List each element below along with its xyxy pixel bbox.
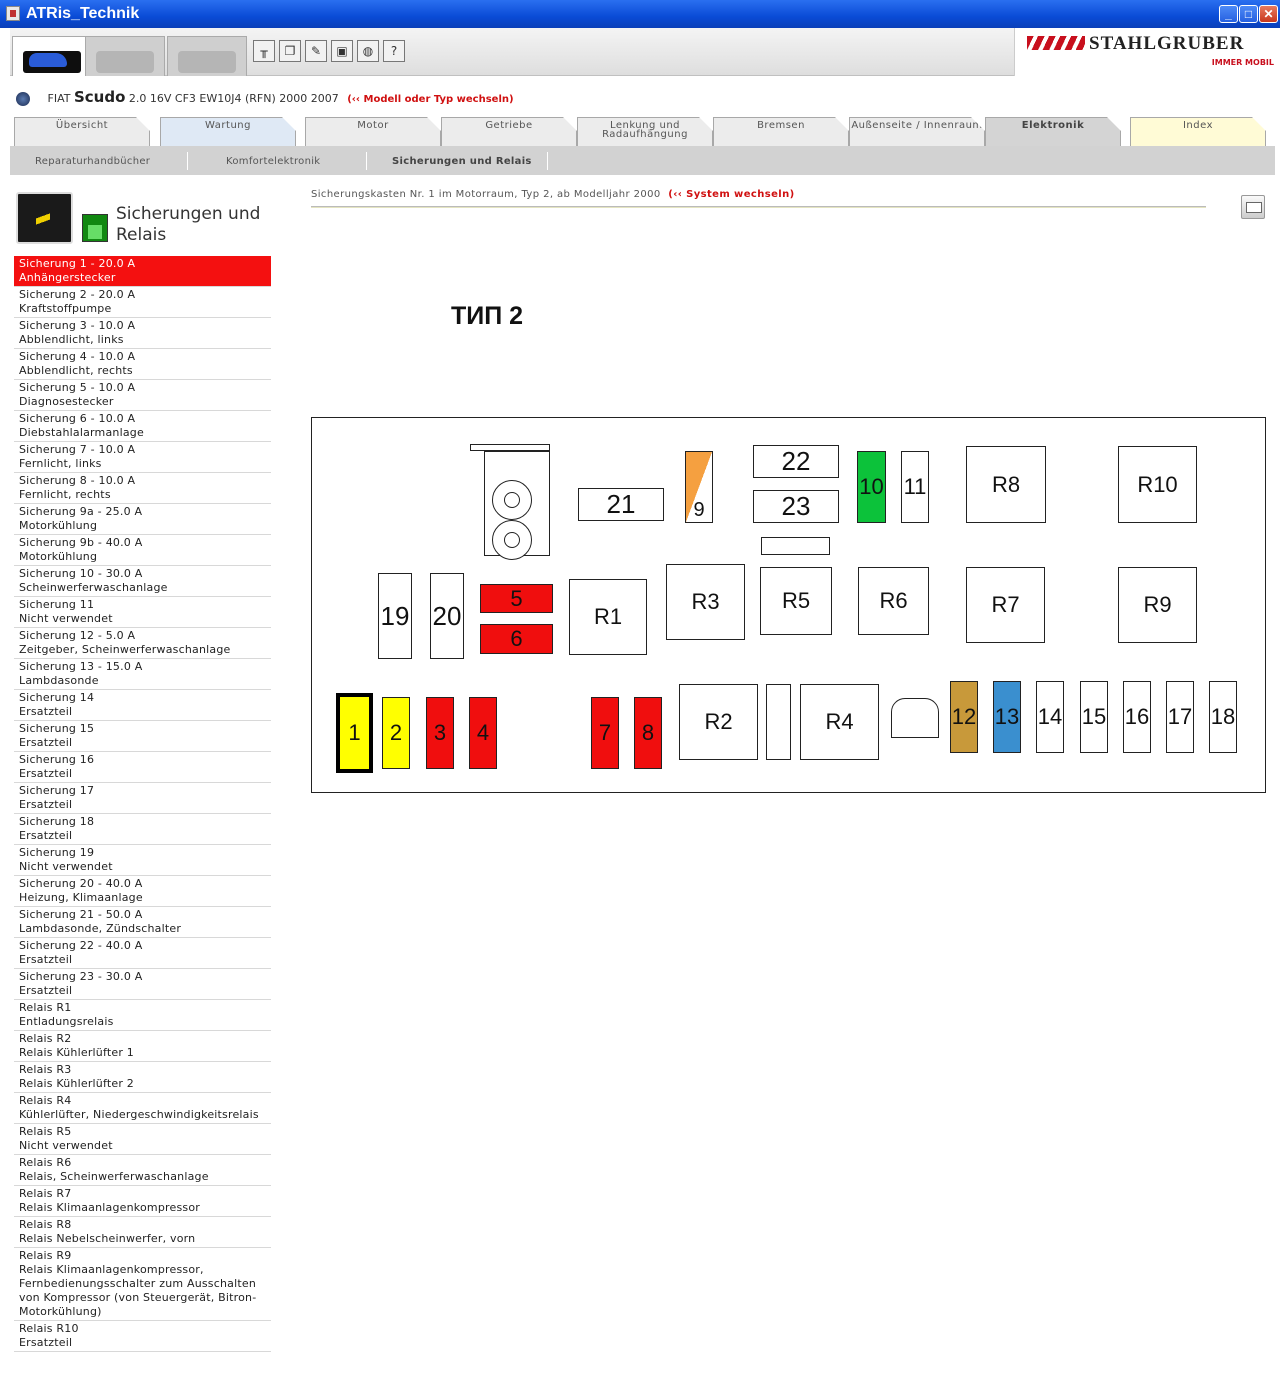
list-item[interactable] [14, 1062, 271, 1093]
subnav-repair-manuals[interactable]: Reparaturhandbücher [35, 156, 151, 167]
list-item-title: Sicherung 18 [19, 815, 95, 828]
list-item-title: Sicherung 9a - 25.0 A [19, 505, 143, 518]
list-item[interactable] [14, 1093, 271, 1124]
list-item-description: Ersatzteil [19, 736, 73, 749]
fuse-18[interactable]: 18 [1209, 681, 1237, 753]
list-item-description: Diagnosestecker [19, 395, 114, 408]
section-title: Sicherungen und Relais [116, 204, 261, 245]
fuse-6[interactable]: 6 [480, 624, 553, 654]
list-item[interactable] [14, 318, 271, 349]
list-item[interactable] [14, 1248, 271, 1321]
fuse-5[interactable]: 5 [480, 584, 553, 613]
list-item[interactable] [14, 628, 271, 659]
vehicle-tab-van[interactable] [85, 36, 165, 76]
fuse-8[interactable]: 8 [634, 697, 662, 769]
relay-r9[interactable]: R9 [1118, 567, 1197, 643]
list-item-description: Kraftstoffpumpe [19, 302, 112, 315]
list-item-title: Relais R9 [19, 1249, 72, 1262]
list-item-description: Ersatzteil [19, 705, 73, 718]
list-item-title: Sicherung 6 - 10.0 A [19, 412, 136, 425]
list-item-title: Sicherung 12 - 5.0 A [19, 629, 136, 642]
list-item[interactable] [14, 690, 271, 721]
diode-slot-base [891, 724, 939, 738]
subnav-comfort-electronics[interactable]: Komfortelektronik [226, 156, 321, 167]
list-item[interactable] [14, 752, 271, 783]
list-item[interactable] [14, 1000, 271, 1031]
list-item-description: Nicht verwendet [19, 860, 113, 873]
list-item-description: Ersatzteil [19, 953, 73, 966]
list-item-title: Sicherung 1 - 20.0 A [19, 257, 136, 270]
car-icon [23, 51, 81, 73]
list-item-title: Sicherung 14 [19, 691, 95, 704]
change-system-link[interactable]: (‹‹ System wechseln) [668, 189, 795, 200]
list-item[interactable] [14, 721, 271, 752]
truck-icon [178, 51, 236, 73]
connector-pin-icon [492, 480, 532, 520]
list-item[interactable] [14, 380, 271, 411]
fusebox-diagram [311, 417, 1266, 793]
list-item-title: Relais R2 [19, 1032, 72, 1045]
list-item[interactable] [14, 1031, 271, 1062]
relay-r5[interactable]: R5 [760, 567, 832, 635]
fuse-11[interactable]: 11 [901, 451, 929, 523]
electrical-diagram-icon [16, 192, 73, 244]
list-item-title: Relais R3 [19, 1063, 72, 1076]
list-item[interactable] [14, 411, 271, 442]
list-item-description: Ersatzteil [19, 798, 73, 811]
fuse-22[interactable]: 22 [753, 445, 839, 478]
connector-bracket [470, 444, 550, 451]
list-item-description: Entladungsrelais [19, 1015, 114, 1028]
logo-stripes-icon [1027, 36, 1085, 50]
list-item-description: Abblendlicht, rechts [19, 364, 133, 377]
list-item-title: Relais R1 [19, 1001, 72, 1014]
vehicle-info [16, 88, 514, 106]
list-item-title: Relais R5 [19, 1125, 72, 1138]
list-item-description: Nicht verwendet [19, 1139, 113, 1152]
list-item-title: Sicherung 2 - 20.0 A [19, 288, 136, 301]
fiat-logo-icon [16, 92, 30, 106]
list-item-description: Fernlicht, rechts [19, 488, 111, 501]
fuse-4[interactable]: 4 [469, 697, 497, 769]
sub-navigation [10, 146, 1275, 175]
list-item[interactable] [14, 907, 271, 938]
list-item[interactable] [14, 1186, 271, 1217]
list-item-description: Heizung, Klimaanlage [19, 891, 143, 904]
list-item-title: Sicherung 20 - 40.0 A [19, 877, 143, 890]
fusebox-info [311, 189, 795, 200]
vehicle-make: FIAT [47, 92, 71, 105]
close-button[interactable]: ✕ [1259, 5, 1278, 23]
relay-r2[interactable]: R2 [679, 684, 758, 760]
list-item-description: Kühlerlüfter, Niedergeschwindigkeitsrelais [19, 1108, 259, 1121]
list-item[interactable] [14, 1321, 271, 1352]
relay-r8[interactable]: R8 [966, 446, 1046, 523]
subnav-divider [547, 152, 548, 170]
tab-overview[interactable]: Übersicht [14, 117, 150, 146]
subnav-divider [187, 152, 188, 170]
list-item-title: Sicherung 22 - 40.0 A [19, 939, 143, 952]
list-item-description: Relais Kühlerlüfter 2 [19, 1077, 134, 1090]
list-item-title: Sicherung 23 - 30.0 A [19, 970, 143, 983]
tab-brakes[interactable]: Bremsen [713, 117, 849, 146]
list-item-title: Relais R6 [19, 1156, 72, 1169]
section-header [16, 192, 276, 252]
empty-slot [761, 537, 830, 555]
list-item-title: Sicherung 9b - 40.0 A [19, 536, 143, 549]
fuse-10[interactable]: 10 [857, 451, 886, 523]
tools-icon[interactable]: ╥ [253, 40, 275, 62]
list-item[interactable] [14, 597, 271, 628]
tab-transmission[interactable]: Getriebe [441, 117, 577, 146]
fuse-12[interactable]: 12 [950, 681, 978, 753]
list-item-description: Ersatzteil [19, 829, 73, 842]
list-item[interactable] [14, 814, 271, 845]
fuse-21[interactable]: 21 [578, 488, 664, 521]
list-item[interactable] [14, 566, 271, 597]
list-item-title: Sicherung 19 [19, 846, 95, 859]
list-item[interactable] [14, 659, 271, 690]
fuse-16[interactable]: 16 [1123, 681, 1151, 753]
list-item-description: Ersatzteil [19, 1336, 73, 1349]
relay-r10[interactable]: R10 [1118, 446, 1197, 523]
list-item-title: Sicherung 5 - 10.0 A [19, 381, 136, 394]
list-item[interactable] [14, 783, 271, 814]
list-item-description: Scheinwerferwaschanlage [19, 581, 168, 594]
fuse-13[interactable]: 13 [993, 681, 1021, 753]
list-item-title: Sicherung 17 [19, 784, 95, 797]
list-item-title: Sicherung 8 - 10.0 A [19, 474, 136, 487]
info-divider [311, 207, 1206, 208]
fuse-1[interactable]: 1 [336, 693, 373, 773]
diagram-type-title: ТИП 2 [451, 302, 524, 330]
fuse-20[interactable]: 20 [430, 573, 464, 659]
fuse-7[interactable]: 7 [591, 697, 619, 769]
fuse-relay-list [14, 256, 271, 1352]
list-item-title: Sicherung 15 [19, 722, 95, 735]
list-item-description: Zeitgeber, Scheinwerferwaschanlage [19, 643, 231, 656]
list-item[interactable] [14, 969, 271, 1000]
list-item[interactable] [14, 1124, 271, 1155]
tab-body[interactable]: Außenseite / Innenraum [849, 117, 985, 146]
list-item-description: Diebstahlalarmanlage [19, 426, 144, 439]
fuse-relay-icon [82, 214, 108, 242]
list-item-description: Lambdasonde [19, 674, 99, 687]
list-item-description: Motorkühlung [19, 550, 98, 563]
fuse-2[interactable]: 2 [382, 697, 410, 769]
list-item-title: Sicherung 4 - 10.0 A [19, 350, 136, 363]
list-item-description: Motorkühlung [19, 519, 98, 532]
list-item-description: Fernlicht, links [19, 457, 102, 470]
print-icon[interactable] [1241, 195, 1265, 219]
list-item[interactable] [14, 535, 271, 566]
list-item-description: Relais, Scheinwerferwaschanlage [19, 1170, 209, 1183]
logo-brand: STAHLGRUBER [1089, 33, 1245, 54]
document-settings-icon[interactable]: ▣ [331, 40, 353, 62]
fuse-19[interactable]: 19 [378, 573, 412, 659]
list-item-description: Nicht verwendet [19, 612, 113, 625]
window-title-bar [0, 0, 1280, 28]
tab-maintenance[interactable]: Wartung [160, 117, 296, 146]
list-item[interactable] [14, 845, 271, 876]
subnav-fuses-relays[interactable]: Sicherungen und Relais [392, 156, 532, 167]
list-item-description: Ersatzteil [19, 984, 73, 997]
edit-icon[interactable]: ✎ [305, 40, 327, 62]
list-item[interactable] [14, 473, 271, 504]
list-item[interactable] [14, 1217, 271, 1248]
relay-r3[interactable]: R3 [666, 564, 745, 640]
list-item-title: Sicherung 3 - 10.0 A [19, 319, 136, 332]
list-item[interactable] [14, 349, 271, 380]
vehicle-tab-car[interactable] [12, 36, 92, 76]
list-item-title: Sicherung 7 - 10.0 A [19, 443, 136, 456]
list-item[interactable] [14, 1155, 271, 1186]
logo-slogan: IMMER MOBIL [1211, 58, 1274, 67]
list-item[interactable] [14, 876, 271, 907]
tab-electronics[interactable]: Elektronik [985, 117, 1121, 146]
vehicle-model: Scudo [73, 88, 126, 106]
relay-r6[interactable]: R6 [858, 567, 929, 635]
fuse-17[interactable]: 17 [1166, 681, 1194, 753]
fusebox-description: Sicherungskasten Nr. 1 im Motorraum, Typ 2, ab Modelljahr 2000 [311, 189, 661, 200]
subnav-divider [366, 152, 367, 170]
list-item-description: Abblendlicht, links [19, 333, 124, 346]
minimize-button[interactable]: _ [1219, 5, 1238, 23]
list-item-title: Relais R8 [19, 1218, 72, 1231]
list-item-title: Sicherung 10 - 30.0 A [19, 567, 143, 580]
relay-r1[interactable]: R1 [569, 579, 647, 655]
vehicle-spec: 2.0 16V CF3 EW10J4 (RFN) 2000 2007 [128, 92, 339, 105]
maximize-button[interactable]: □ [1239, 5, 1258, 23]
tab-engine[interactable]: Motor [305, 117, 441, 146]
list-item-title: Relais R4 [19, 1094, 72, 1107]
list-item-description: Ersatzteil [19, 767, 73, 780]
window-title: ATRis_Technik [26, 5, 140, 22]
van-icon [96, 51, 154, 73]
brand-logo [1014, 28, 1280, 76]
list-item-description: Relais Kühlerlüfter 1 [19, 1046, 134, 1059]
fuse-3[interactable]: 3 [426, 697, 454, 769]
list-item-description: Relais Klimaanlagenkompressor, Fernbedienungsschalter zum Ausschalten von Kompressor (von Steuergerät, Bitron-Motorkühlung) [19, 1263, 257, 1318]
fuse-14[interactable]: 14 [1036, 681, 1064, 753]
list-item[interactable] [14, 442, 271, 473]
relay-r7[interactable]: R7 [966, 567, 1045, 643]
empty-slot [766, 684, 791, 760]
fuse-15[interactable]: 15 [1080, 681, 1108, 753]
list-item-description: Relais Klimaanlagenkompressor [19, 1201, 200, 1214]
list-item[interactable] [14, 938, 271, 969]
list-item-title: Sicherung 16 [19, 753, 95, 766]
list-item[interactable] [14, 504, 271, 535]
list-item[interactable] [14, 256, 271, 287]
globe-icon[interactable]: ◍ [357, 40, 379, 62]
relay-r4[interactable]: R4 [800, 684, 879, 760]
help-icon[interactable]: ? [383, 40, 405, 62]
list-item-description: Relais Nebelscheinwerfer, vorn [19, 1232, 196, 1245]
list-item-title: Relais R10 [19, 1322, 79, 1335]
list-item-title: Sicherung 21 - 50.0 A [19, 908, 143, 921]
list-item-title: Sicherung 11 [19, 598, 95, 611]
tab-index[interactable]: Index [1130, 117, 1266, 146]
connector-pin-icon [492, 520, 532, 560]
list-item-description: Anhängerstecker [19, 271, 116, 284]
list-item-title: Sicherung 13 - 15.0 A [19, 660, 143, 673]
tab-steering[interactable]: Lenkung und Radaufhängung [577, 117, 713, 146]
fuse-23[interactable]: 23 [753, 490, 839, 523]
fuse-9[interactable]: 9 [685, 451, 713, 523]
app-icon [6, 6, 20, 21]
list-item-description: Lambdasonde, Zündschalter [19, 922, 182, 935]
vehicle-tab-truck[interactable] [167, 36, 247, 76]
copy-icon[interactable]: ❐ [279, 40, 301, 62]
list-item[interactable] [14, 287, 271, 318]
list-item-title: Relais R7 [19, 1187, 72, 1200]
change-model-link[interactable]: (‹‹ Modell oder Typ wechseln) [347, 94, 514, 105]
